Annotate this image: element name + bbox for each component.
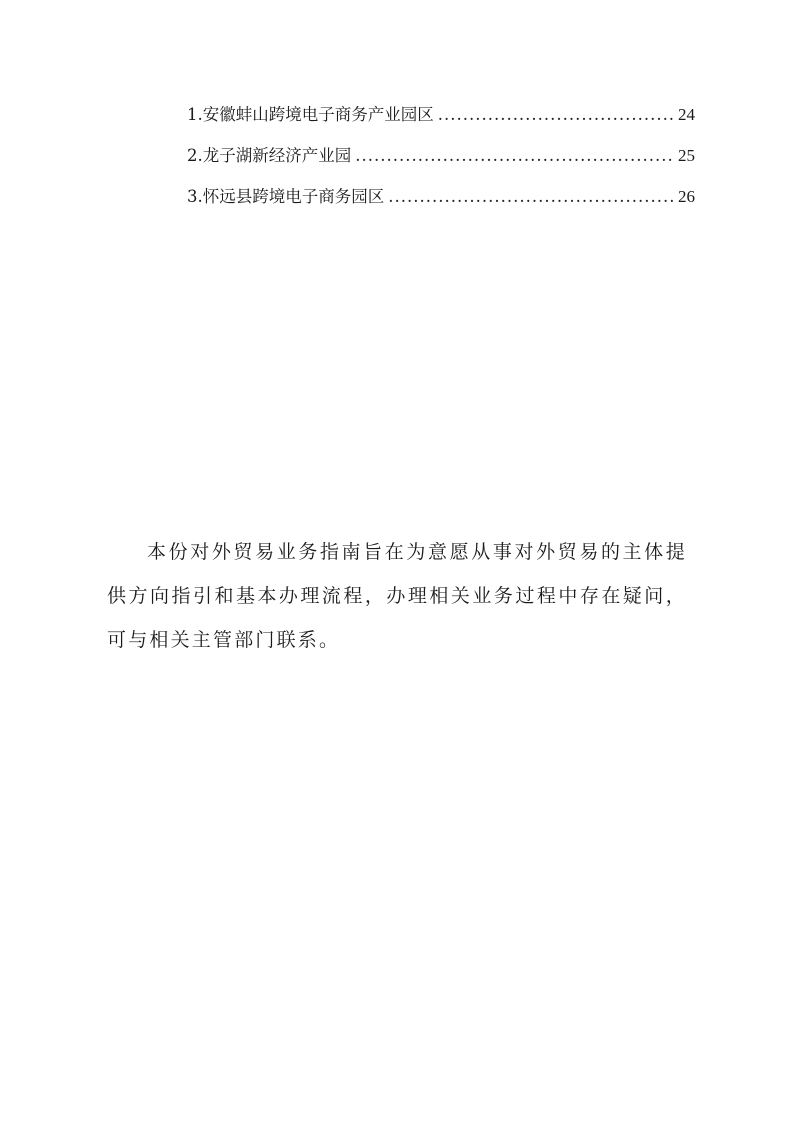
toc-page-number: 26 [678, 187, 695, 206]
toc-entry[interactable] [187, 143, 695, 184]
toc-entry[interactable] [187, 102, 695, 143]
toc-dot-leader [438, 102, 675, 128]
guide-note-paragraph: 本份对外贸易业务指南旨在为意愿从事对外贸易的主体提供方向指引和基本办理流程，办理相关业务过程中存在疑问，可与相关主管部门联系。 [107, 541, 687, 651]
toc-entry-title: 1.安徽蚌山跨境电子商务产业园区 [187, 105, 434, 124]
toc-page-number: 24 [678, 105, 695, 124]
table-of-contents [187, 102, 695, 225]
toc-entry[interactable] [187, 184, 695, 225]
toc-dot-leader [388, 184, 675, 210]
toc-dot-leader [355, 143, 675, 169]
toc-entry-title: 3.怀远县跨境电子商务园区 [187, 187, 385, 206]
toc-entry-title: 2.龙子湖新经济产业园 [187, 146, 352, 165]
toc-page-number: 25 [678, 146, 695, 165]
